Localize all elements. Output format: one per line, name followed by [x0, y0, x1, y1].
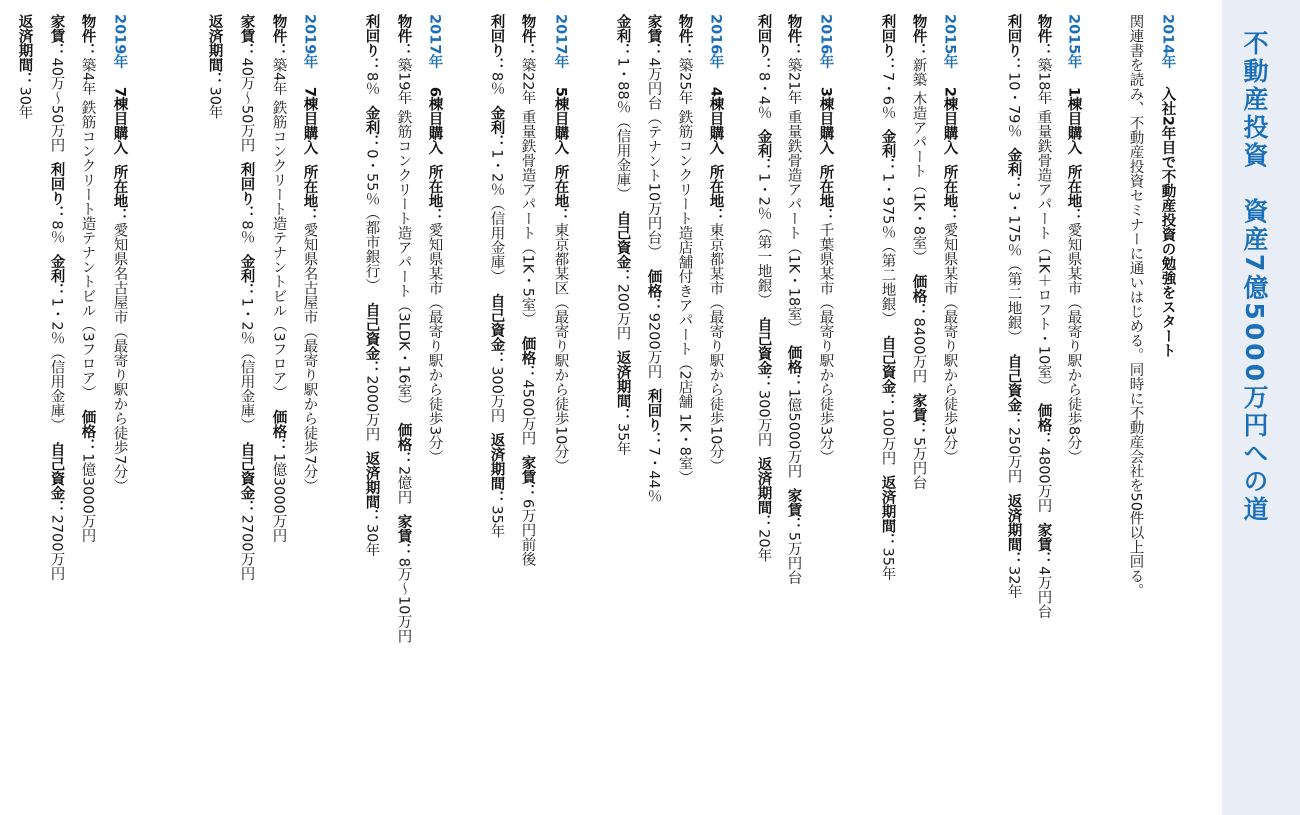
entry-2014-col1: [1160, 14, 1175, 358]
property-label: 物件：: [676, 14, 693, 58]
entry-year: 2015年: [941, 14, 958, 69]
location-label: 所在地：: [817, 164, 834, 223]
price: 2億円: [395, 466, 412, 505]
rent: 5万円台: [785, 531, 802, 585]
location-label: 所在地：: [941, 164, 958, 223]
entry-2019a-col1: [302, 14, 317, 493]
term: 20年: [755, 529, 772, 563]
entry-2019b-col2: [80, 14, 95, 543]
own-funds: 300万円: [488, 366, 505, 423]
price-label: 価格：: [1035, 403, 1052, 447]
entry-2016b-col1: [708, 14, 723, 473]
price-label: 価格：: [270, 409, 287, 454]
entry-2017a-col2: [520, 14, 535, 566]
property-label: 物件：: [519, 14, 536, 58]
yield-label: 利回り：: [488, 14, 505, 72]
price: 1億3000万円: [79, 453, 96, 543]
rent-label: 家賃：: [910, 393, 927, 437]
rate: 1・88％（信用金庫）: [614, 57, 631, 202]
rent-label: 家賃：: [238, 14, 255, 58]
price-label: 価格：: [395, 422, 412, 466]
yield: 7・44％: [645, 446, 662, 504]
entry-2015b-col1: [942, 14, 957, 464]
own-funds-label: 自己資金：: [48, 442, 65, 515]
yield-label: 利回り：: [363, 14, 380, 72]
entry-heading: 6棟目購入: [426, 86, 443, 155]
own-funds: 300万円: [755, 389, 772, 447]
location: 愛知県名古屋市（最寄り駅から徒歩7分）: [111, 222, 128, 494]
rent: 40万〜50万円: [48, 57, 65, 153]
rent-label: 家賃：: [519, 455, 536, 499]
entry-2019b-col1: [112, 14, 127, 493]
entry-year: 2017年: [426, 14, 443, 69]
location: 愛知県某市（最寄り駅から徒歩3分）: [426, 222, 443, 465]
price: 8400万円: [910, 317, 927, 384]
property: 築4年 鉄筋コンクリート造テナントビル（3フロア）: [270, 57, 287, 400]
own-funds: 2000万円: [363, 375, 380, 442]
own-funds: 200万円: [614, 283, 631, 341]
price-label: 価格：: [519, 336, 536, 380]
own-funds: 250万円: [1005, 426, 1022, 484]
rate-label: 金利：: [879, 129, 896, 173]
entry-2017b-col1: [427, 14, 442, 464]
location-label: 所在地：: [707, 164, 724, 223]
yield: 8％: [238, 220, 255, 245]
rent: 6万円前後: [519, 498, 536, 567]
entry-2017a-col3: [489, 14, 504, 538]
rent: 8万〜10万円: [395, 557, 412, 644]
page-title: 不動産投資 資産7億5000万円への道: [1240, 30, 1269, 524]
property: 築22年 重量鉄骨造アパート（1K・5室）: [519, 57, 536, 327]
entry-2014-col2: [1128, 14, 1143, 598]
entry-2017b-col3: [364, 14, 379, 557]
yield-label: 利回り：: [1005, 14, 1022, 72]
term: 30年: [363, 523, 380, 557]
property: 築21年 重量鉄骨造アパート（1K・18室）: [785, 57, 802, 336]
location-label: 所在地：: [1065, 164, 1082, 223]
price: 4800万円: [1035, 446, 1052, 513]
term-label: 返済期間：: [879, 475, 896, 548]
entry-2017a-col1: [553, 14, 568, 473]
term: 30年: [206, 86, 223, 120]
entry-year: 2019年: [301, 14, 318, 69]
rate-label: 金利：: [614, 14, 631, 58]
entry-heading: 4棟目購入: [707, 86, 724, 155]
rent-label: 家賃：: [645, 14, 662, 58]
property-label: 物件：: [1035, 14, 1052, 58]
entry-2016a-col3: [756, 14, 771, 562]
term-label: 返済期間：: [206, 14, 223, 87]
entry-2015a-col1: [1066, 14, 1081, 464]
rate-label: 金利：: [363, 105, 380, 150]
rate-label: 金利：: [238, 254, 255, 298]
price-label: 価格：: [645, 269, 662, 313]
yield: 10・79％: [1005, 72, 1022, 138]
term: 35年: [879, 547, 896, 581]
own-funds: 2700万円: [238, 514, 255, 581]
property-label: 物件：: [270, 14, 287, 58]
entry-year: 2016年: [817, 14, 834, 69]
price: 9200万円: [645, 312, 662, 379]
entry-heading: 7棟目購入: [301, 86, 318, 155]
own-funds-label: 自己資金：: [363, 302, 380, 376]
rent-label: 家賃：: [395, 514, 412, 558]
entry-2019a-col2: [271, 14, 286, 543]
price-label: 価格：: [79, 409, 96, 454]
entry-text: 関連書を読み、不動産投資セミナーに通いはじめる。同時に不動産会社を50件以上回る。: [1127, 14, 1144, 598]
yield-label: 利回り：: [645, 388, 662, 447]
rate: 0・55％（都市銀行）: [363, 149, 380, 293]
rent: 4万円台（テナント10万円台）: [645, 57, 662, 260]
entry-2019b-col4: [17, 14, 32, 119]
location-label: 所在地：: [111, 164, 128, 223]
rate-label: 金利：: [48, 254, 65, 298]
yield: 8％: [48, 220, 65, 245]
entry-year: 2019年: [111, 14, 128, 69]
property: 新築 木造アパート（1K・8室）: [910, 57, 927, 265]
location: 東京都某区（最寄り駅から徒歩10分）: [552, 222, 569, 474]
property: 築4年 鉄筋コンクリート造テナントビル（3フロア）: [79, 57, 96, 400]
rate-label: 金利：: [488, 105, 505, 150]
term: 32年: [1005, 566, 1022, 599]
location: 千葉県某市（最寄り駅から徒歩3分）: [817, 222, 834, 465]
term-label: 返済期間：: [755, 456, 772, 530]
property-label: 物件：: [79, 14, 96, 58]
rent-label: 家賃：: [785, 488, 802, 532]
price-label: 価格：: [785, 345, 802, 389]
rate-label: 金利：: [1005, 147, 1022, 192]
location: 東京都某市（最寄り駅から徒歩10分）: [707, 222, 724, 474]
term-label: 返済期間：: [1005, 493, 1022, 566]
term: 30年: [16, 86, 33, 120]
entry-year: 2014年: [1159, 14, 1176, 69]
entry-2015a-col3: [1006, 14, 1021, 599]
entry-2019a-col4: [207, 14, 222, 119]
price: 4500万円: [519, 379, 536, 446]
location-label: 所在地：: [552, 164, 569, 223]
rent-label: 家賃：: [1035, 522, 1052, 567]
rent: 4万円台: [1035, 566, 1052, 619]
yield: 7・6％: [879, 72, 896, 120]
yield: 8・4％: [755, 72, 772, 120]
own-funds-label: 自己資金：: [614, 211, 631, 284]
yield-label: 利回り：: [755, 14, 772, 72]
entry-2016b-col2: [677, 14, 692, 485]
own-funds-label: 自己資金：: [488, 293, 505, 367]
term-label: 返済期間：: [16, 14, 33, 87]
price-label: 価格：: [910, 274, 927, 318]
property-label: 物件：: [785, 14, 802, 58]
own-funds-label: 自己資金：: [238, 442, 255, 515]
own-funds-label: 自己資金：: [1005, 354, 1022, 427]
rent-label: 家賃：: [48, 14, 65, 58]
location: 愛知県某市（最寄り駅から徒歩3分）: [941, 222, 958, 465]
location-label: 所在地：: [426, 164, 443, 223]
rate: 1・2％（信用金庫）: [488, 149, 505, 284]
yield-label: 利回り：: [48, 162, 65, 221]
rent: 40万〜50万円: [238, 57, 255, 153]
entry-2015b-col3: [880, 14, 895, 581]
rent: 5万円台: [910, 436, 927, 490]
property: 築25年 鉄筋コンクリート造店舗付きアパート（2店舗 1K・8室）: [676, 57, 693, 485]
entry-2015b-col2: [911, 14, 926, 490]
entry-heading: 5棟目購入: [552, 86, 569, 155]
term: 35年: [614, 422, 631, 456]
entry-heading: 7棟目購入: [111, 86, 128, 155]
entry-heading: 入社2年目で不動産投資の勉強をスタート: [1159, 86, 1176, 358]
location-label: 所在地：: [301, 164, 318, 223]
entry-year: 2015年: [1065, 14, 1082, 69]
own-funds-label: 自己資金：: [755, 317, 772, 390]
yield: 8％: [488, 72, 505, 96]
own-funds-label: 自己資金：: [879, 335, 896, 409]
property-label: 物件：: [910, 14, 927, 58]
rate: 1・2％（信用金庫）: [238, 297, 255, 433]
entry-heading: 3棟目購入: [817, 86, 834, 155]
entry-2016a-col2: [786, 14, 801, 585]
entry-2016b-col3: [646, 14, 661, 503]
entry-heading: 1棟目購入: [1065, 86, 1082, 155]
rate: 1・975％（第二地銀）: [879, 172, 896, 326]
term: 35年: [488, 505, 505, 539]
own-funds: 2700万円: [48, 514, 65, 581]
term-label: 返済期間：: [488, 432, 505, 506]
entry-2019a-col3: [239, 14, 254, 581]
term-label: 返済期間：: [614, 350, 631, 423]
price: 1億3000万円: [270, 453, 287, 543]
property: 築18年 重量鉄骨造アパート（1K＋ロフト・10室）: [1035, 57, 1052, 394]
location: 愛知県某市（最寄り駅から徒歩8分）: [1065, 222, 1082, 465]
yield-label: 利回り：: [879, 14, 896, 72]
entry-2016b-col4: [615, 14, 630, 456]
property: 築19年 鉄筋コンクリート造アパート（3LDK・16室）: [395, 57, 412, 413]
rate: 3・175％（第二地銀）: [1005, 191, 1022, 345]
entry-2017b-col2: [396, 14, 411, 643]
rate: 1・2％（信用金庫）: [48, 297, 65, 433]
yield: 8％: [363, 72, 380, 96]
rate-label: 金利：: [755, 129, 772, 173]
entry-year: 2017年: [552, 14, 569, 69]
rate: 1・2％（第一地銀）: [755, 172, 772, 308]
term-label: 返済期間：: [363, 451, 380, 524]
price: 1億5000万円: [785, 388, 802, 479]
entry-year: 2016年: [707, 14, 724, 69]
property-label: 物件：: [395, 14, 412, 58]
entry-2016a-col1: [818, 14, 833, 464]
yield-label: 利回り：: [238, 162, 255, 221]
entry-2015a-col2: [1036, 14, 1051, 619]
entry-heading: 2棟目購入: [941, 86, 958, 155]
entry-2019b-col3: [49, 14, 64, 581]
location: 愛知県名古屋市（最寄り駅から徒歩7分）: [301, 222, 318, 494]
own-funds: 100万円: [879, 408, 896, 466]
